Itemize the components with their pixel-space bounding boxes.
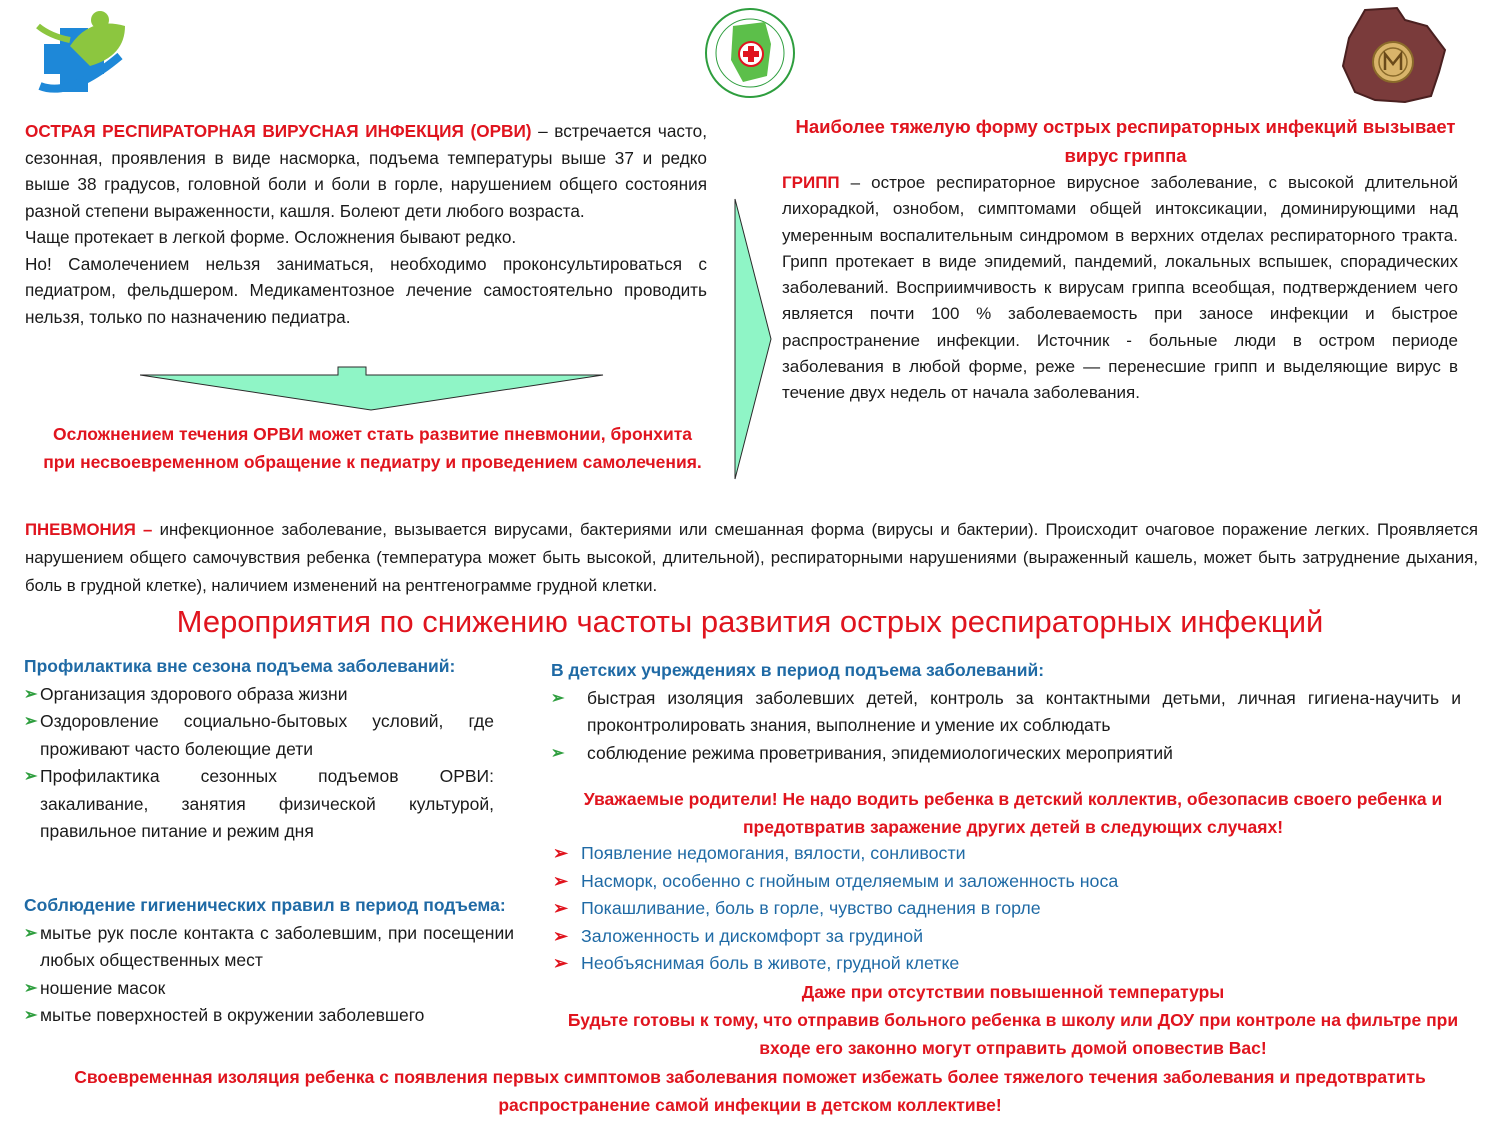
regional-map-emblem-icon — [1335, 6, 1450, 104]
pneumonia-definition: инфекционное заболевание, вызывается вирусами, бактериями или смешанная форма (вирусы и бактерии). Происходит очаговое поражение легких. Проявляется нарушением общего самочувствия ребенка (температура может быть высокой, длительной), респираторными нарушениями (выраженный кашель, может быть затруднение дыхания, боль в грудной клетке), наличием изменений на рентгенограмме грудной клетки. — [25, 520, 1479, 595]
flu-section — [782, 170, 1458, 407]
institutions-heading: В детских учреждениях в период подъема заболеваний: — [551, 660, 1045, 680]
orvi-definition — [25, 118, 707, 224]
symptoms-list — [553, 840, 1473, 978]
even-without-fever-note: Даже при отсутствии повышенной температуры — [801, 982, 1225, 1002]
list-item: ➢ Заложенность и дискомфорт за грудиной — [553, 923, 1473, 951]
orvi-course: Чаще протекает в легкой форме. Осложнения бывают редко. — [25, 227, 517, 247]
off-season-prophylaxis — [24, 653, 494, 846]
medical-college-emblem-icon — [695, 4, 805, 102]
checkmark-icon: ➢ — [24, 1007, 38, 1024]
medical-cross-logo-icon — [30, 6, 140, 98]
pneumonia-section — [25, 516, 1478, 600]
orvi-section — [25, 118, 707, 330]
list-item: ➢ Организация здорового образа жизни — [24, 681, 494, 709]
list-item: ➢ Покашливание, боль в горле, чувство саднения в горле — [553, 895, 1473, 923]
list-item: ➢ ношение масок — [24, 975, 514, 1003]
institutions-measures — [551, 657, 1461, 767]
flu-definition: – острое респираторное вирусное заболевание, с высокой длительной лихорадкой, ознобом, симптомами общей интоксикации, доминирующими над умеренным воспалительным синдромом в верхних отделах респираторного тракта. Грипп протекает в виде эпидемий, пандемий, локальных вспышек, спорадических заболеваний. Восприимчивость к вирусам гриппа всеобщая, подтверждением чего является почти 100 % заболеваемость при заносе инфекции и быстрое распространение инфекции. Источник - больные люди в остром периоде заболевания в любой форме, реже — перенесшие грипп и выделяющие вирус в течение двух недель от начала заболевания. — [782, 173, 1458, 403]
list-item: ➢ мытье рук после контакта с заболевшим, при посещении любых общественных мест — [24, 920, 514, 975]
arrow-bullet-icon: ➢ — [553, 925, 568, 946]
be-ready-note: Будьте готовы к тому, что отправив больного ребенка в школу или ДОУ при контроле на фильтре при входе его законно могут отправить домой оповестив Вас! — [567, 1010, 1459, 1058]
pneumonia-term: ПНЕВМОНИЯ – — [25, 520, 153, 539]
orvi-definition-text: – встречается часто, сезонная, проявления в виде насморка, подъема температуры выше 37 и редко выше 38 градусов, головной боли и боли в горле, нарушением общего состояния разной степени выраженности, кашля. Болеют дети любого возраста. — [25, 121, 707, 221]
flu-heading: Наиболее тяжелую форму острых респираторных инфекций вызывает вирус гриппа — [795, 116, 1456, 166]
arrow-bullet-icon: ➢ — [553, 870, 568, 891]
arrow-bullet-icon: ➢ — [553, 843, 568, 863]
orvi-warning: Но! Самолечением нельзя заниматься, необходимо проконсультироваться с педиатром, фельдшером. Медикаментозное лечение самостоятельно проводить нельзя, только по назначению педиатра. — [25, 253, 707, 327]
list-item: ➢ Необъяснимая боль в животе, грудной клетке — [553, 950, 1473, 978]
list-item: ➢ Появление недомогания, вялости, сонливости — [553, 840, 1473, 868]
arrow-down-icon — [140, 364, 604, 412]
warning-notes — [553, 978, 1473, 1062]
arrow-bullet-icon: ➢ — [553, 898, 568, 918]
bottom-note: Своевременная изоляция ребенка с появления первых симптомов заболевания поможет избежать более тяжелого течения заболевания и предотвратить распространение самой инфекции в детском коллективе! — [74, 1067, 1426, 1115]
measures-heading: Мероприятия по снижению частоты развития острых респираторных инфекций — [176, 604, 1324, 639]
checkmark-icon: ➢ — [24, 713, 38, 730]
parents-warning-heading: Уважаемые родители! Не надо водить ребенка в детский коллектив, обезопасив своего ребенка и предотвратив заражение других детей в следующих случаях! — [583, 789, 1443, 837]
hygiene-rules — [24, 892, 514, 1030]
checkmark-icon: ➢ — [24, 979, 38, 997]
list-item: ➢ быстрая изоляция заболевших детей, контроль за контактными детьми, личная гигиена-научить и проконтролировать знания, выполнение и умение их соблюдать — [551, 685, 1461, 740]
checkmark-icon: ➢ — [24, 685, 38, 703]
orvi-term: ОСТРАЯ РЕСПИРАТОРНАЯ ВИРУСНАЯ ИНФЕКЦИЯ (ОРВИ) — [25, 121, 532, 141]
arrow-bullet-icon: ➢ — [553, 953, 568, 973]
list-item: ➢ Насморк, особенно с гнойным отделяемым и заложенность носа — [553, 868, 1473, 896]
arrow-right-icon — [733, 197, 773, 481]
list-item: ➢ мытье поверхностей в окружении заболевшего — [24, 1002, 514, 1030]
hygiene-heading: Соблюдение гигиенических правил в период подъема: — [24, 895, 506, 915]
checkmark-icon: ➢ — [551, 689, 565, 707]
list-item: ➢ Оздоровление социально-бытовых условий, где проживают часто болеющие дети — [24, 708, 494, 763]
list-item: ➢ соблюдение режима проветривания, эпидемиологических мероприятий — [551, 740, 1461, 768]
orvi-complication-note: Осложнением течения ОРВИ может стать развитие пневмонии, бронхита при несвоевременном обращение к педиатру и проведением самолечения. — [43, 424, 702, 472]
list-item: ➢ Профилактика сезонных подъемов ОРВИ: закаливание, занятия физической культурой, правильное питание и режим дня — [24, 763, 494, 846]
flu-term: ГРИПП — [782, 173, 840, 192]
checkmark-icon: ➢ — [24, 924, 38, 942]
checkmark-icon: ➢ — [24, 768, 38, 785]
checkmark-icon: ➢ — [551, 744, 565, 762]
off-season-heading: Профилактика вне сезона подъема заболеваний: — [24, 656, 456, 676]
